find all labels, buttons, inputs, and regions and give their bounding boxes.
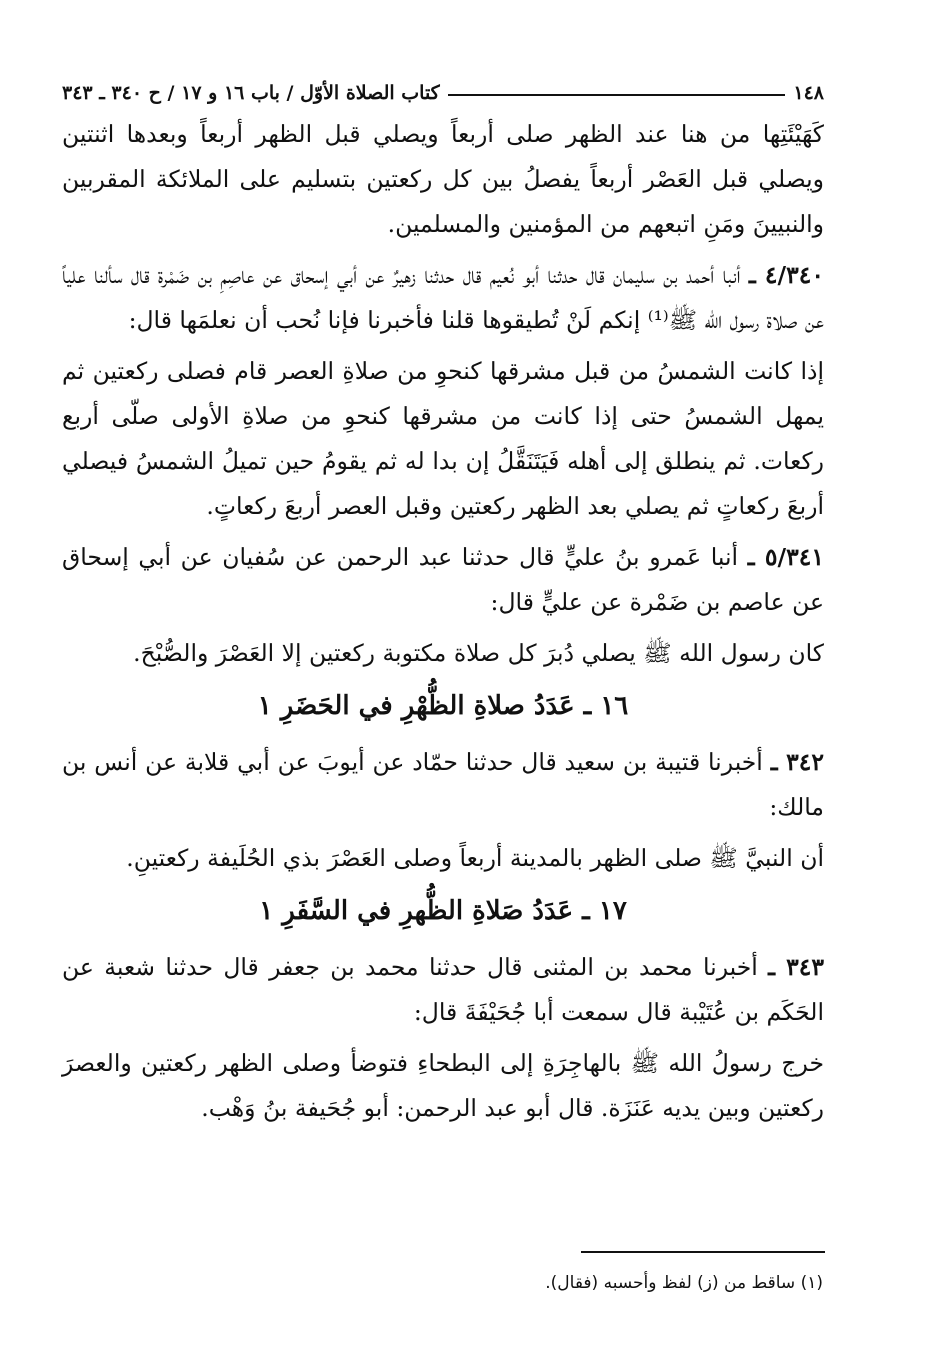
header-rule	[448, 94, 786, 96]
hadith-341-matn: كان رسول الله ﷺ يصلي دُبرَ كل صلاة مكتوبة ركعتين إلا العَصْرَ والصُّبْحَ.	[133, 639, 824, 667]
hadith-number: ٤/٣٤٠ ـ	[748, 261, 824, 289]
running-title: كتاب الصلاة الأوّل / باب ١٦ و ١٧ / ح ٣٤٠ ـ ٣٤٣	[62, 82, 440, 104]
hadith-number: ٥/٣٤١ ـ	[747, 543, 824, 571]
hadith-341-isnad	[62, 535, 824, 625]
chapter-heading-17: ١٧ ـ عَدَدُ صَلاةِ الظُّهرِ في السَّفَرِ ١	[259, 896, 627, 926]
hadith-343-isnad	[62, 945, 824, 1035]
hadith-343-matn: خرج رسولُ الله ﷺ بالهاجِرَةِ إلى البطحاءِ فتوضأ وصلى الظهر ركعتين والعصرَ ركعتين وبين يديه عَنَزَة. قال أبو عبد الرحمن: أبو جُحَيفة بنُ وَهْب.	[62, 1049, 824, 1122]
hadith-342-isnad	[62, 740, 824, 830]
footnote: (١) ساقط من (ز) لفظ وأحسبه (فقال).	[545, 1273, 823, 1293]
chapter-heading-16: ١٦ ـ عَدَدُ صلاةِ الظُّهْرِ في الحَضَرِ ١	[257, 691, 629, 721]
hadith-340-isnad	[62, 253, 824, 343]
page-body	[62, 74, 824, 1131]
page-number: ١٤٨	[793, 82, 824, 104]
continuation-paragraph: كَهَيْئَتِها من هنا عند الظهر صلى أربعاً ويصلي قبل الظهر أربعاً وبعدها اثنتين ويصلي قبل العَصْر أربعاً يفصلُ بين كل ركعتين بتسليم على الملائكة المقربين والنبيينَ ومَنِ اتبعهم من المؤمنين والمسلمين.	[62, 120, 824, 238]
hadith-342-matn: أن النبيَّ ﷺ صلى الظهر بالمدينة أربعاً وصلى العَصْرَ بذي الحُلَيفة ركعتينِ.	[126, 844, 824, 872]
hadith-number: ٣٤٣ ـ	[768, 953, 824, 981]
hadith-340-matn: إذا كانت الشمسُ من قبل مشرقها كنحوِ من صلاةِ العصر قام فصلى ركعتين ثم يمهل الشمسُ حتى إذا كانت من مشرقها كنحوِ من صلاةِ الأولى صلّى أربع ركعات. ثم ينطلق إلى أهله فَيَتَنَقَّلُ إن بدا له ثم يقومُ حين تميلُ الشمسُ فيصلي أربعَ ركعاتٍ ثم يصلي بعد الظهر ركعتين وقبل العصر أربعَ ركعاتٍ.	[62, 357, 824, 520]
running-header	[62, 74, 824, 104]
hadith-isnad-text: أخبرنا محمد بن المثنى قال حدثنا محمد بن جعفر قال حدثنا شعبة عن الحَكَم بن عُتَيْبة قال سمعت أبا جُحَيْفَةَ قال:	[62, 953, 824, 1026]
hadith-isnad-text: أنبا أحمد بن سليمان قال حدثنا أبو نُعيم قال حدثنا زهيرٌ عن أبي إسحاق عن عاصِمِ بن ضَمْرة قال سألنا علياً عن صلاة رسول الله ﷺ⁽¹⁾ إنكم لَنْ تُطيقوها قلنا فأخبرنا فإنا نُحب أن نعلمَها قال:	[62, 261, 824, 334]
hadith-isnad-text: أخبرنا قتيبة بن سعيد قال حدثنا حمّاد عن أيوبَ عن أبي قلابة عن أنس بن مالك:	[62, 748, 824, 821]
footnote-separator	[581, 1251, 825, 1253]
hadith-number: ٣٤٢ ـ	[770, 748, 824, 776]
hadith-isnad-text: أنبا عَمرو بنُ عليٍّ قال حدثنا عبد الرحمن عن سُفيان عن أبي إسحاق عن عاصم بن ضَمْرة عن عليٍّ قال:	[62, 543, 824, 616]
